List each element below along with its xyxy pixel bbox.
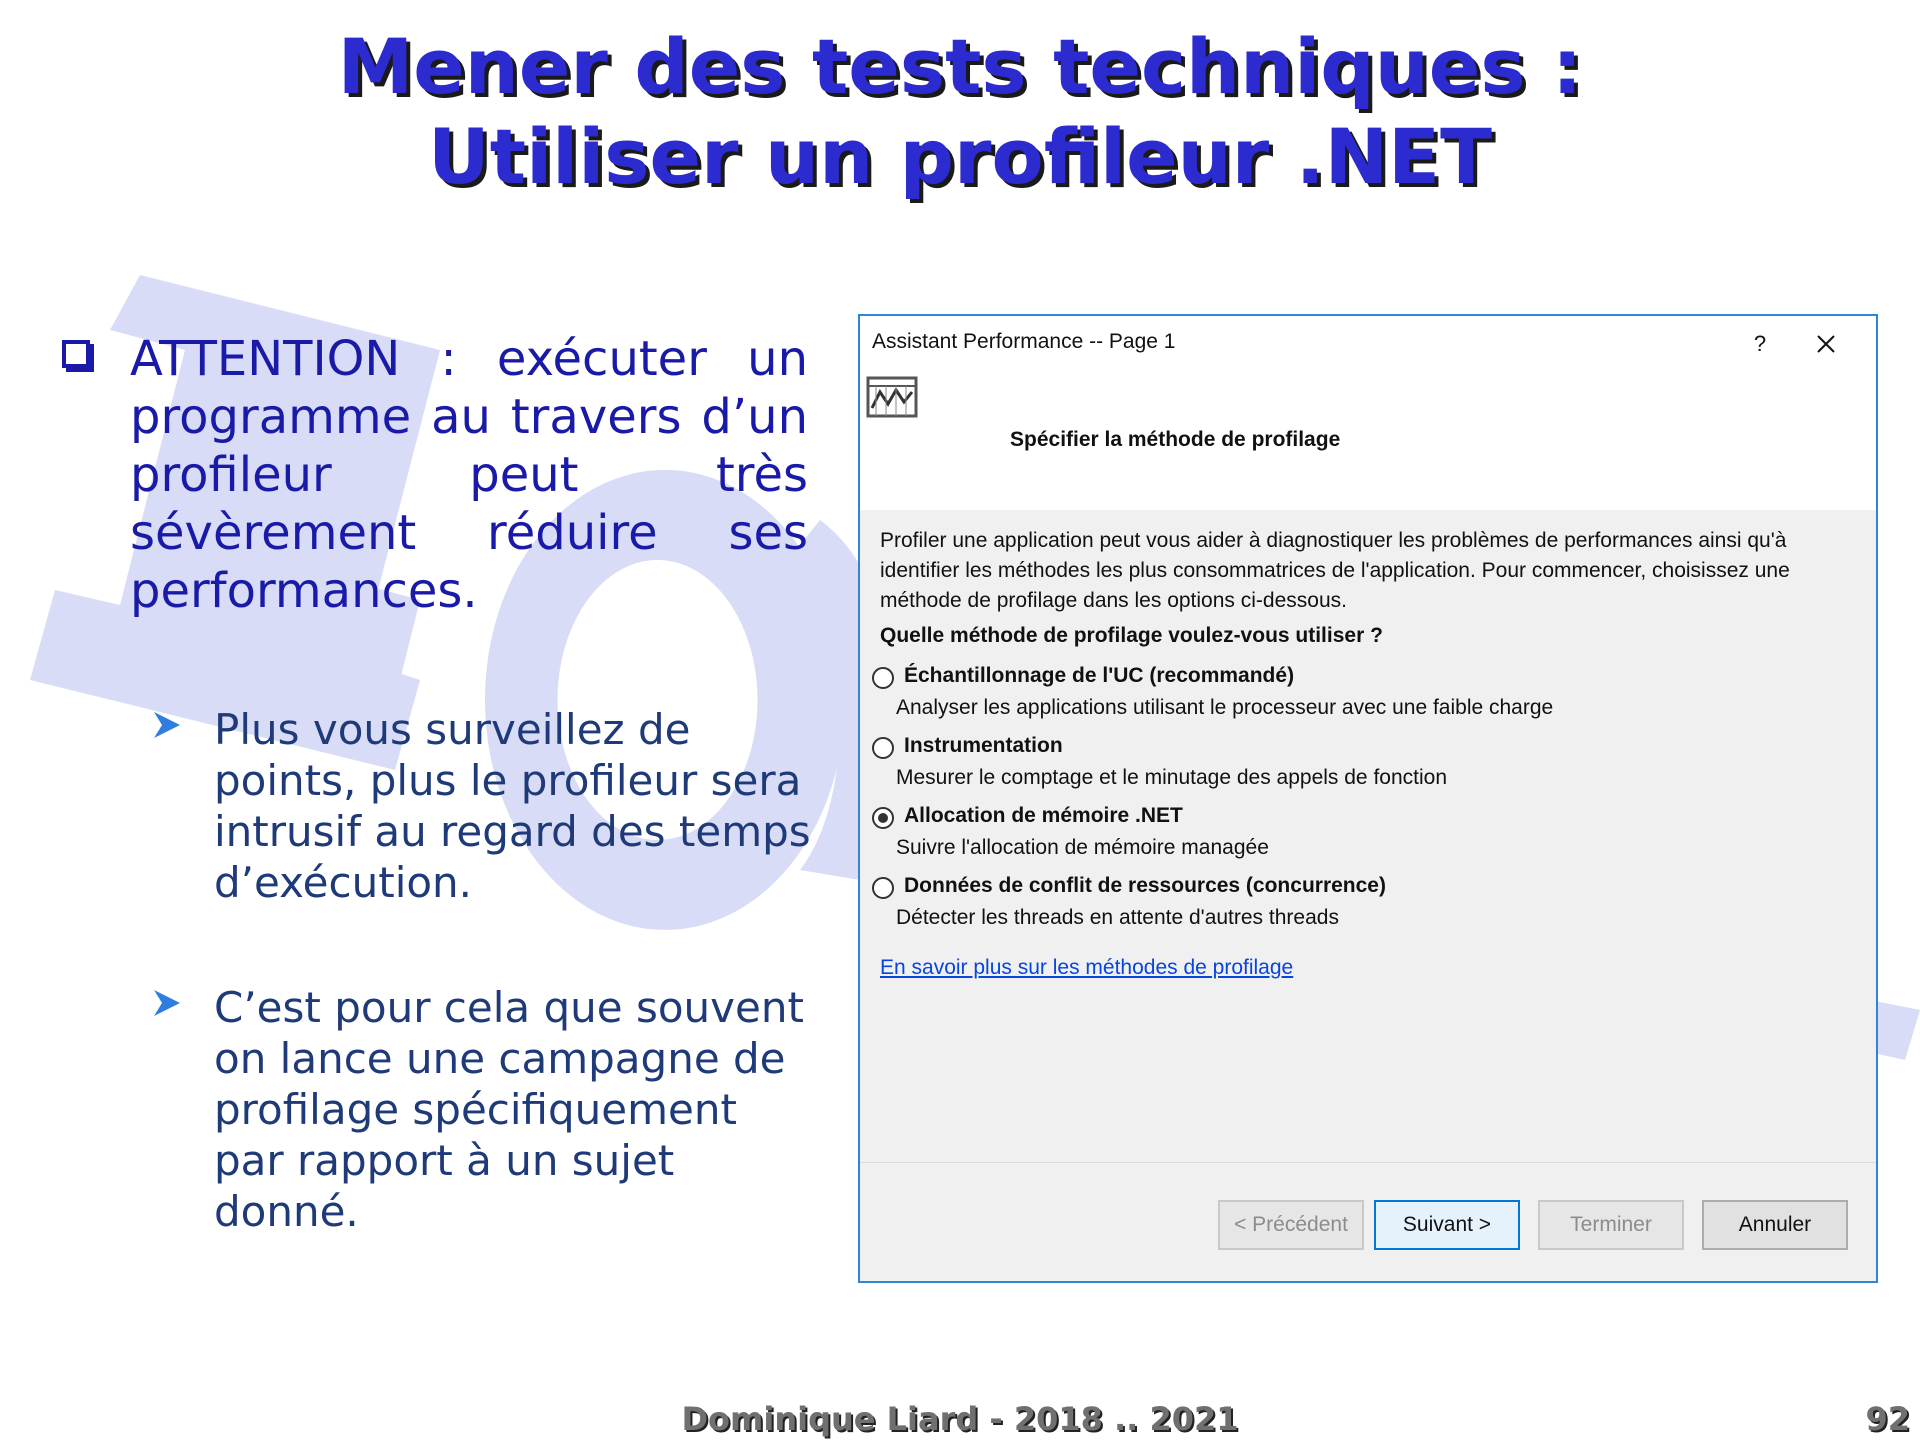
main-bullet-text: ATTENTION : exécuter un programme au travers d’un profileur peut très sévèrement réduire ses performances.	[130, 331, 808, 619]
dialog-heading: Spécifier la méthode de profilage	[1010, 428, 1341, 451]
arrow-bullet-icon	[150, 708, 184, 742]
help-button[interactable]: ?	[1753, 331, 1767, 356]
radio-button[interactable]	[872, 667, 894, 689]
radio-button[interactable]	[872, 877, 894, 899]
option-hint: Détecter les threads en attente d'autres threads	[896, 906, 1339, 929]
option-label: Données de conflit de ressources (concurrence)	[904, 874, 1386, 897]
learn-more-link[interactable]: En savoir plus sur les méthodes de profilage	[880, 956, 1294, 979]
option-label: Instrumentation	[904, 734, 1063, 757]
option-label: Échantillonnage de l'UC (recommandé)	[904, 664, 1295, 687]
radio-button[interactable]	[872, 737, 894, 759]
sub-bullet-text: Plus vous surveillez de points, plus le profileur sera intrusif au regard des temps d’exécution.	[214, 705, 811, 907]
close-icon[interactable]	[1806, 324, 1846, 364]
footer-divider	[860, 1162, 1876, 1163]
option-hint: Mesurer le comptage et le minutage des appels de fonction	[896, 766, 1447, 789]
slide-title-line1: Mener des tests techniques :	[337, 22, 1583, 111]
sub-bullet-text: C’est pour cela que souvent on lance une campagne de profilage spécifiquement par rapport à un sujet donné.	[214, 983, 804, 1236]
method-question: Quelle méthode de profilage voulez-vous utiliser ?	[880, 624, 1383, 647]
finish-button[interactable]: Terminer	[1538, 1200, 1684, 1250]
option-hint: Suivre l'allocation de mémoire managée	[896, 836, 1269, 859]
slide-footer: Dominique Liard - 2018 .. 2021	[681, 1400, 1239, 1438]
performance-chart-icon	[866, 374, 918, 420]
option-hint: Analyser les applications utilisant le processeur avec une faible charge	[896, 696, 1554, 719]
dialog-title: Assistant Performance -- Page 1	[872, 330, 1176, 353]
slide-title-line2: Utiliser un profileur .NET	[428, 112, 1492, 201]
next-button[interactable]: Suivant >	[1374, 1200, 1520, 1250]
previous-button[interactable]: < Précédent	[1218, 1200, 1364, 1250]
cancel-button[interactable]: Annuler	[1702, 1200, 1848, 1250]
option-label: Allocation de mémoire .NET	[904, 804, 1183, 827]
radio-button-selected[interactable]	[872, 807, 894, 829]
performance-wizard-dialog	[858, 314, 1878, 1283]
dialog-description: Profiler une application peut vous aider à diagnostiquer les problèmes de performances ainsi qu'à identifier les méthodes les plus consommatrices de l'application. Pour commencer, choisissez une méthode de profilage dans les options ci-dessous.	[880, 529, 1790, 612]
page-number: 92	[1865, 1400, 1910, 1438]
dialog-header	[860, 316, 1876, 510]
arrow-bullet-icon	[150, 986, 184, 1020]
slide-title	[0, 22, 1920, 202]
square-bullet-icon	[62, 340, 90, 368]
